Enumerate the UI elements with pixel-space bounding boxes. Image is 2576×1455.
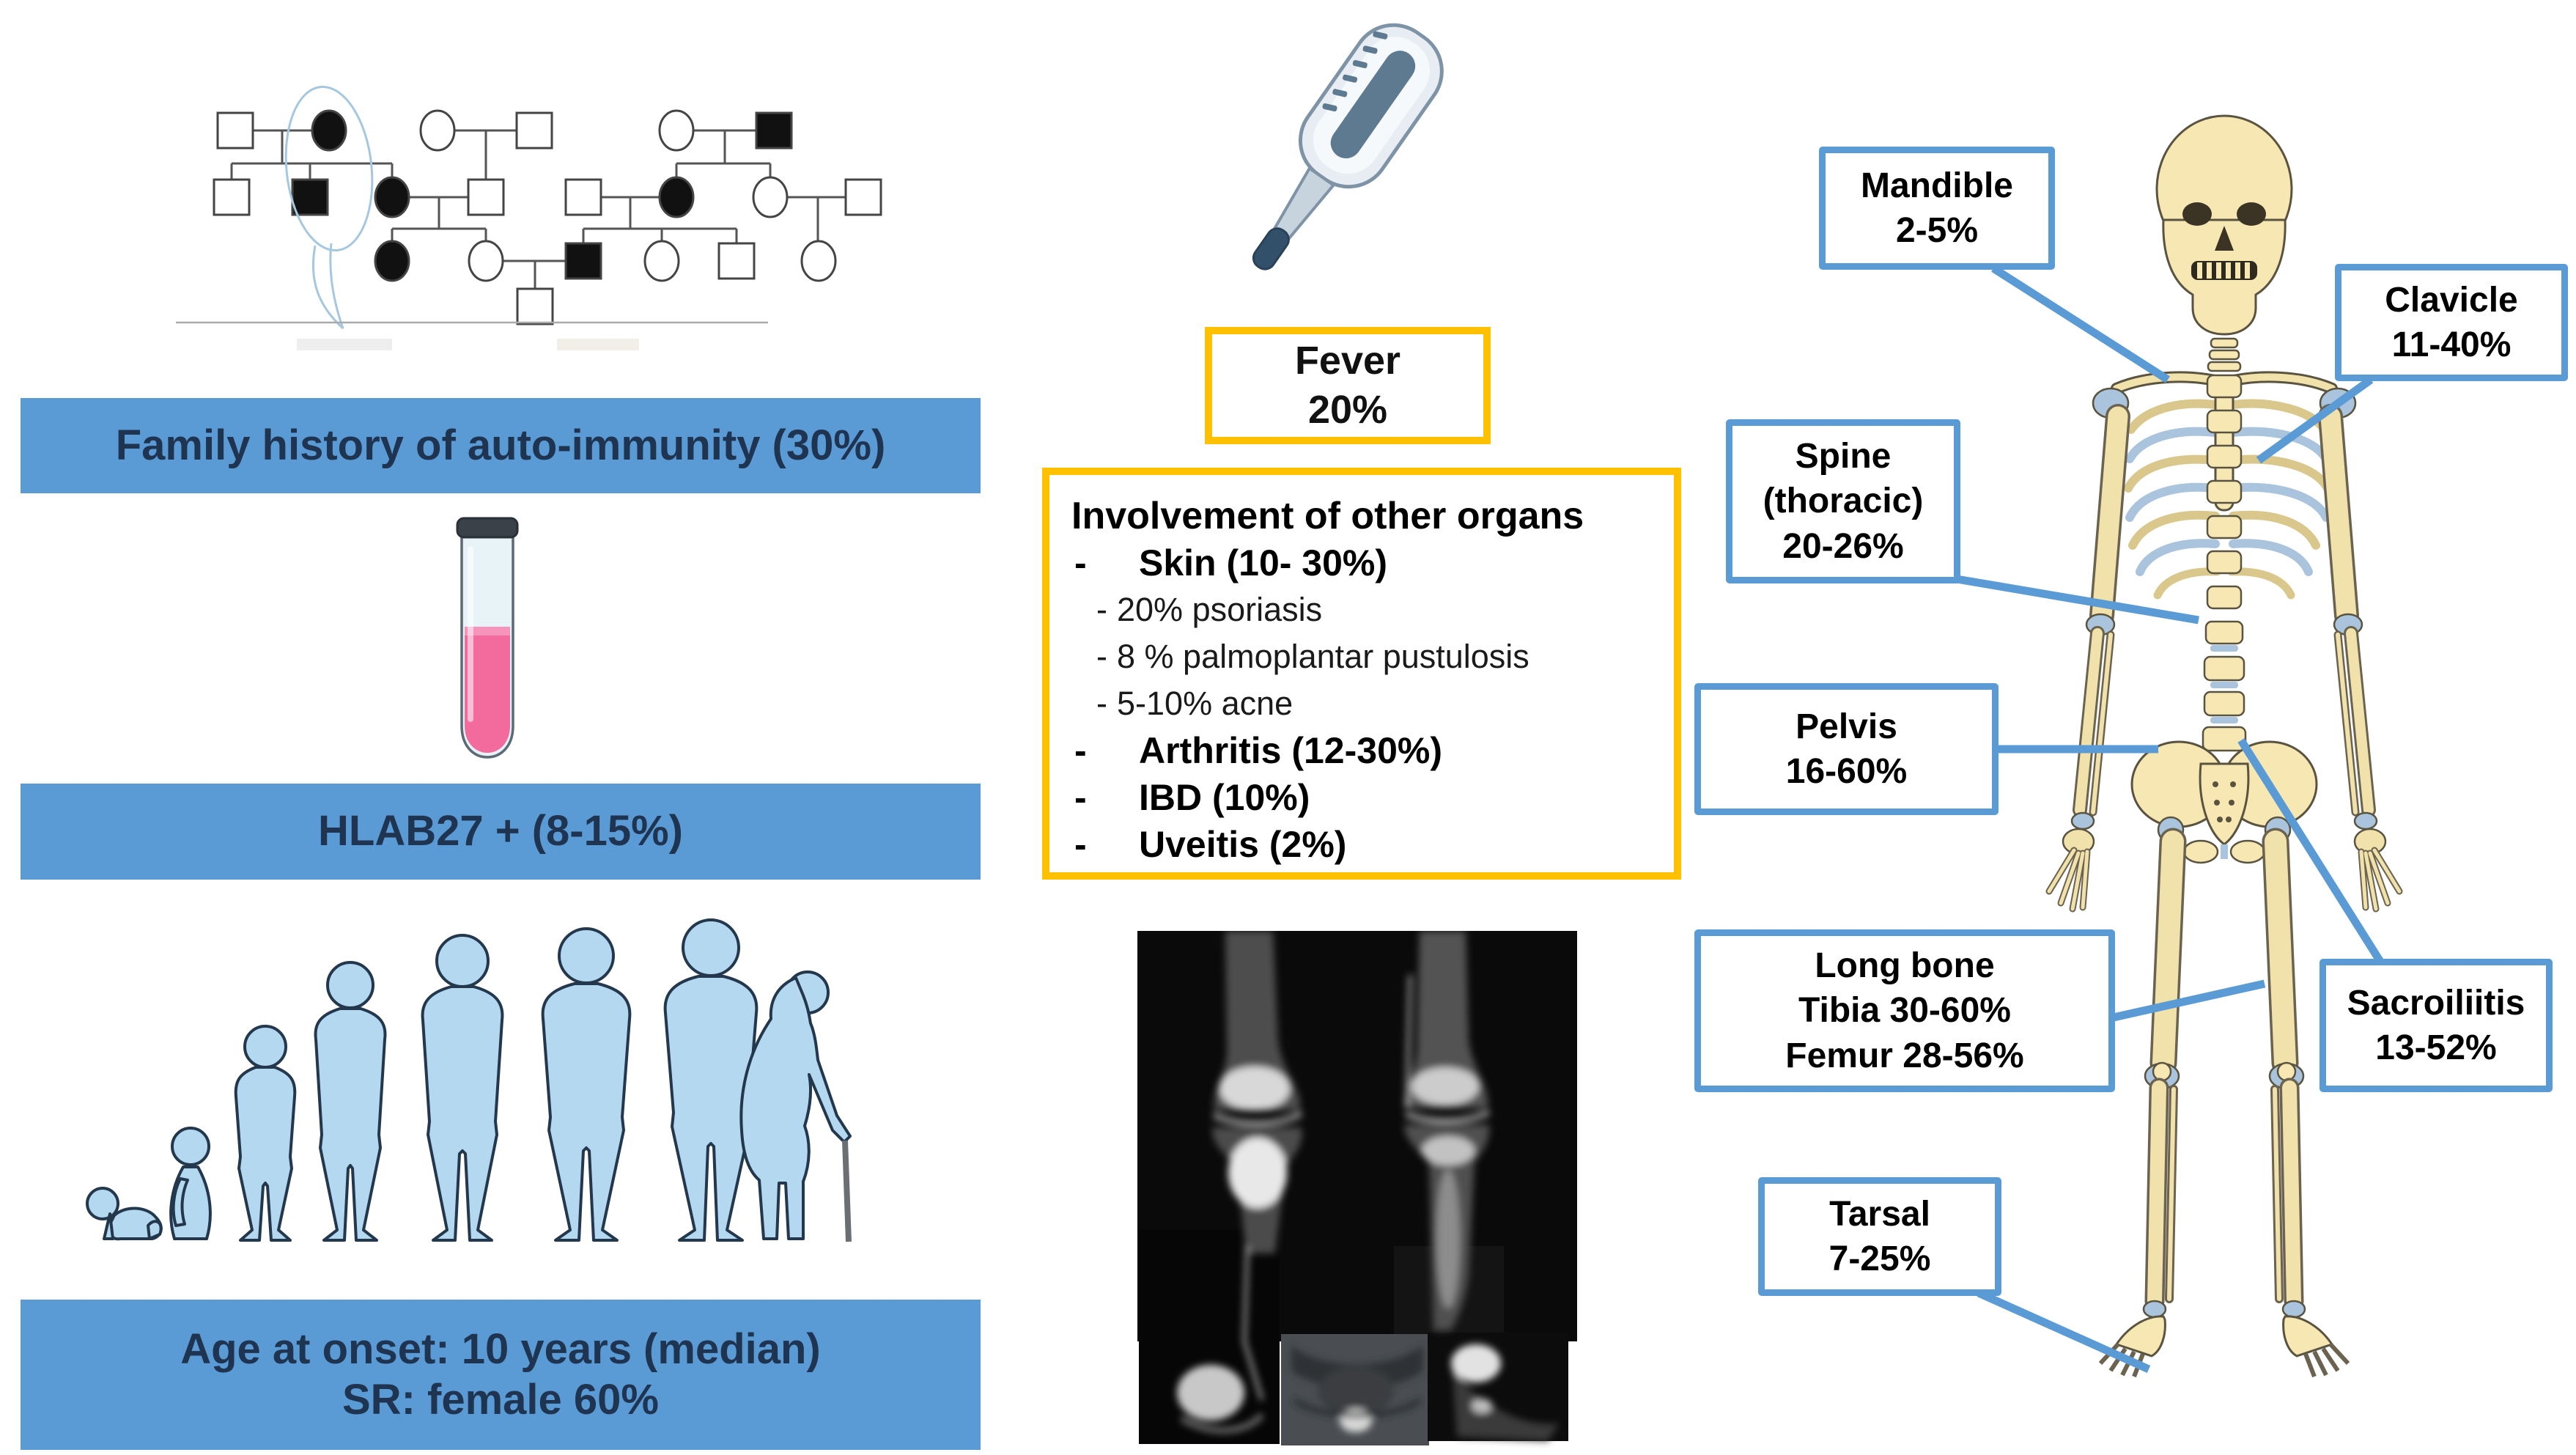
age-onset-line2: SR: female 60% — [342, 1375, 659, 1423]
hlab27-text: HLAB27 + (8-15%) — [318, 807, 683, 855]
cane-icon — [845, 1141, 849, 1242]
organs-item-ibd: - IBD (10%) — [1071, 774, 1659, 821]
preteen-silhouette — [315, 962, 385, 1240]
sacroiliitis-name: Sacroiliitis — [2347, 983, 2525, 1023]
adult-silhouette — [665, 920, 757, 1240]
spine-qualifier: (thoracic) — [1763, 482, 1924, 521]
clavicle-name: Clavicle — [2385, 280, 2518, 320]
organs-title: Involvement of other organs — [1071, 495, 1584, 537]
organs-sub-acne: - 5-10% acne — [1071, 680, 1659, 727]
organs-item-arthritis: - Arthritis (12-30%) — [1071, 727, 1659, 774]
organs-sub-psoriasis: - 20% psoriasis — [1071, 586, 1659, 633]
age-progression-silhouettes-icon — [73, 910, 975, 1249]
label-sacroiliitis — [2319, 959, 2553, 1092]
family-pedigree-icon — [176, 59, 953, 352]
label-pelvis — [1694, 683, 1999, 815]
thermometer-icon — [1195, 0, 1502, 323]
spine-value: 20-26% — [1782, 526, 1904, 566]
mri-scan-image — [1137, 931, 1577, 1450]
longbone-name: Long bone — [1815, 946, 1995, 985]
toddler-silhouette — [171, 1128, 210, 1239]
fever-box — [1205, 327, 1491, 444]
label-tarsal — [1758, 1177, 2001, 1296]
organs-sub-palmoplantar: - 8 % palmoplantar pustulosis — [1071, 633, 1659, 680]
label-spine-thoracic — [1726, 419, 1960, 583]
pelvis-value: 16-60% — [1785, 752, 1908, 791]
label-clavicle — [2335, 264, 2568, 381]
child-silhouette — [236, 1026, 295, 1240]
age-onset-line1: Age at onset: 10 years (median) — [180, 1325, 821, 1374]
sacroiliitis-value: 13-52% — [2375, 1028, 2497, 1067]
longbone-femur-value: Femur 28-56% — [1785, 1036, 2024, 1075]
organs-item-uveitis: - Uveitis (2%) — [1071, 821, 1659, 868]
blood-sample-tube-icon — [440, 517, 535, 766]
tarsal-value: 7-25% — [1828, 1239, 1931, 1278]
label-long-bone — [1694, 929, 2115, 1092]
tarsal-name: Tarsal — [1829, 1194, 1930, 1234]
fever-value: 20% — [1307, 388, 1388, 432]
pelvis-name: Pelvis — [1796, 707, 1897, 746]
family-history-text: Family history of auto-immunity (30%) — [115, 421, 886, 469]
other-organs-box — [1042, 468, 1681, 880]
clavicle-value: 11-40% — [2391, 325, 2512, 364]
spine-name: Spine — [1795, 436, 1892, 476]
teen-silhouette — [423, 935, 503, 1240]
organs-item-skin: - Skin (10- 30%) — [1071, 539, 1659, 586]
hlab27-banner — [21, 784, 981, 880]
fever-title: Fever — [1294, 338, 1401, 383]
family-history-banner — [21, 398, 981, 493]
baby-silhouette — [87, 1188, 161, 1239]
mandible-name: Mandible — [1860, 166, 2013, 205]
mandible-value: 2-5% — [1895, 211, 1979, 250]
age-onset-banner — [21, 1300, 981, 1450]
adult-silhouette — [543, 929, 630, 1240]
label-mandible — [1819, 147, 2055, 270]
longbone-tibia-value: Tibia 30-60% — [1798, 991, 2011, 1031]
